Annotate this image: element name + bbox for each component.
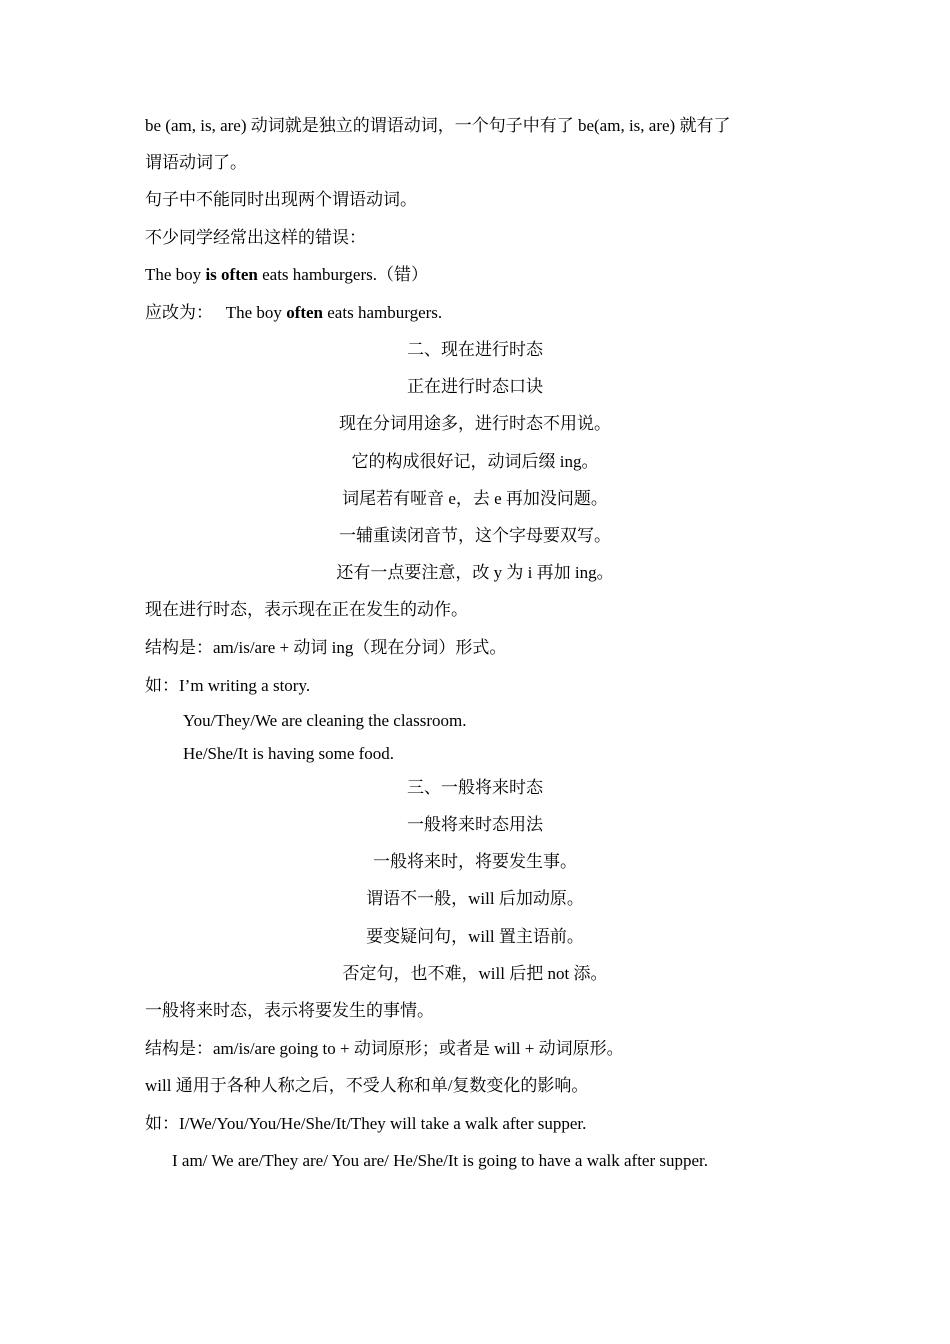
wrong-example-bold: is often (205, 265, 258, 284)
intro-line-4: 不少同学经常出这样的错误： (145, 228, 366, 247)
section2-heading: 二、现在进行时态 (407, 340, 543, 359)
section2-example-first (145, 675, 310, 697)
section3-rhyme-line: 否定句，也不难，will 后把 not 添。 (342, 964, 608, 983)
section3-heading: 三、一般将来时态 (407, 778, 543, 797)
intro-line-1: be (am, is, are) 动词就是独立的谓语动词，一个句子中有了 be(am, is, are) 就有了 (145, 116, 731, 135)
section2-rhyme-line: 它的构成很好记，动词后缀 ing。 (351, 452, 599, 471)
section2-structure: 结构是：am/is/are + 动词 ing（现在分词）形式。 (145, 638, 507, 657)
section2-rhyme-line: 还有一点要注意，改 y 为 i 再加 ing。 (336, 563, 614, 582)
section2-rhyme-line: 一辅重读闭音节，这个字母要双写。 (339, 526, 611, 545)
corrected-example-bold: often (286, 303, 324, 322)
corrected-example (145, 302, 442, 324)
section3-example-first (145, 1113, 586, 1135)
section3-definition: 一般将来时态，表示将要发生的事情。 (145, 1001, 434, 1020)
section3-example: I/We/You/You/He/She/It/They will take a walk after supper. (179, 1114, 587, 1133)
section2-rhyme-line: 现在分词用途多，进行时态不用说。 (339, 414, 611, 433)
section3-rhyme-line: 谓语不一般，will 后加动原。 (366, 889, 584, 908)
section3-note: will 通用于各种人称之后，不受人称和单/复数变化的影响。 (145, 1076, 589, 1095)
corrected-example-prefix: The boy (225, 303, 287, 322)
section3-structure: 结构是：am/is/are going to + 动词原形；或者是 will + 动词原形。 (145, 1039, 624, 1058)
section3-example: I am/ We are/They are/ You are/ He/She/It is going to have a walk after supper. (172, 1151, 709, 1170)
section2-rhyme-line: 词尾若有哑音 e，去 e 再加没问题。 (342, 489, 608, 508)
section2-definition: 现在进行时态，表示现在正在发生的动作。 (145, 600, 468, 619)
section3-rhyme-line: 一般将来时，将要发生事。 (373, 852, 577, 871)
section2-rhyme-title: 正在进行时态口诀 (407, 377, 543, 396)
section3-example-label: 如： (145, 1114, 179, 1133)
section3-rhyme-title: 一般将来时态用法 (407, 815, 543, 834)
intro-line-3: 句子中不能同时出现两个谓语动词。 (145, 190, 417, 209)
section3-rhyme-line: 要变疑问句，will 置主语前。 (366, 927, 584, 946)
section2-example: You/They/We are cleaning the classroom. (183, 711, 467, 730)
corrected-example-label: 应改为： (145, 303, 213, 322)
section2-example: He/She/It is having some food. (183, 744, 395, 763)
corrected-example-suffix: eats hamburgers. (323, 303, 443, 322)
wrong-example-suffix: eats hamburgers.（错） (257, 265, 428, 284)
intro-line-2: 谓语动词了。 (145, 153, 247, 172)
section2-example-label: 如： (145, 676, 179, 695)
wrong-example (145, 264, 428, 286)
wrong-example-prefix: The boy (145, 265, 206, 284)
section2-example: I’m writing a story. (179, 676, 311, 695)
